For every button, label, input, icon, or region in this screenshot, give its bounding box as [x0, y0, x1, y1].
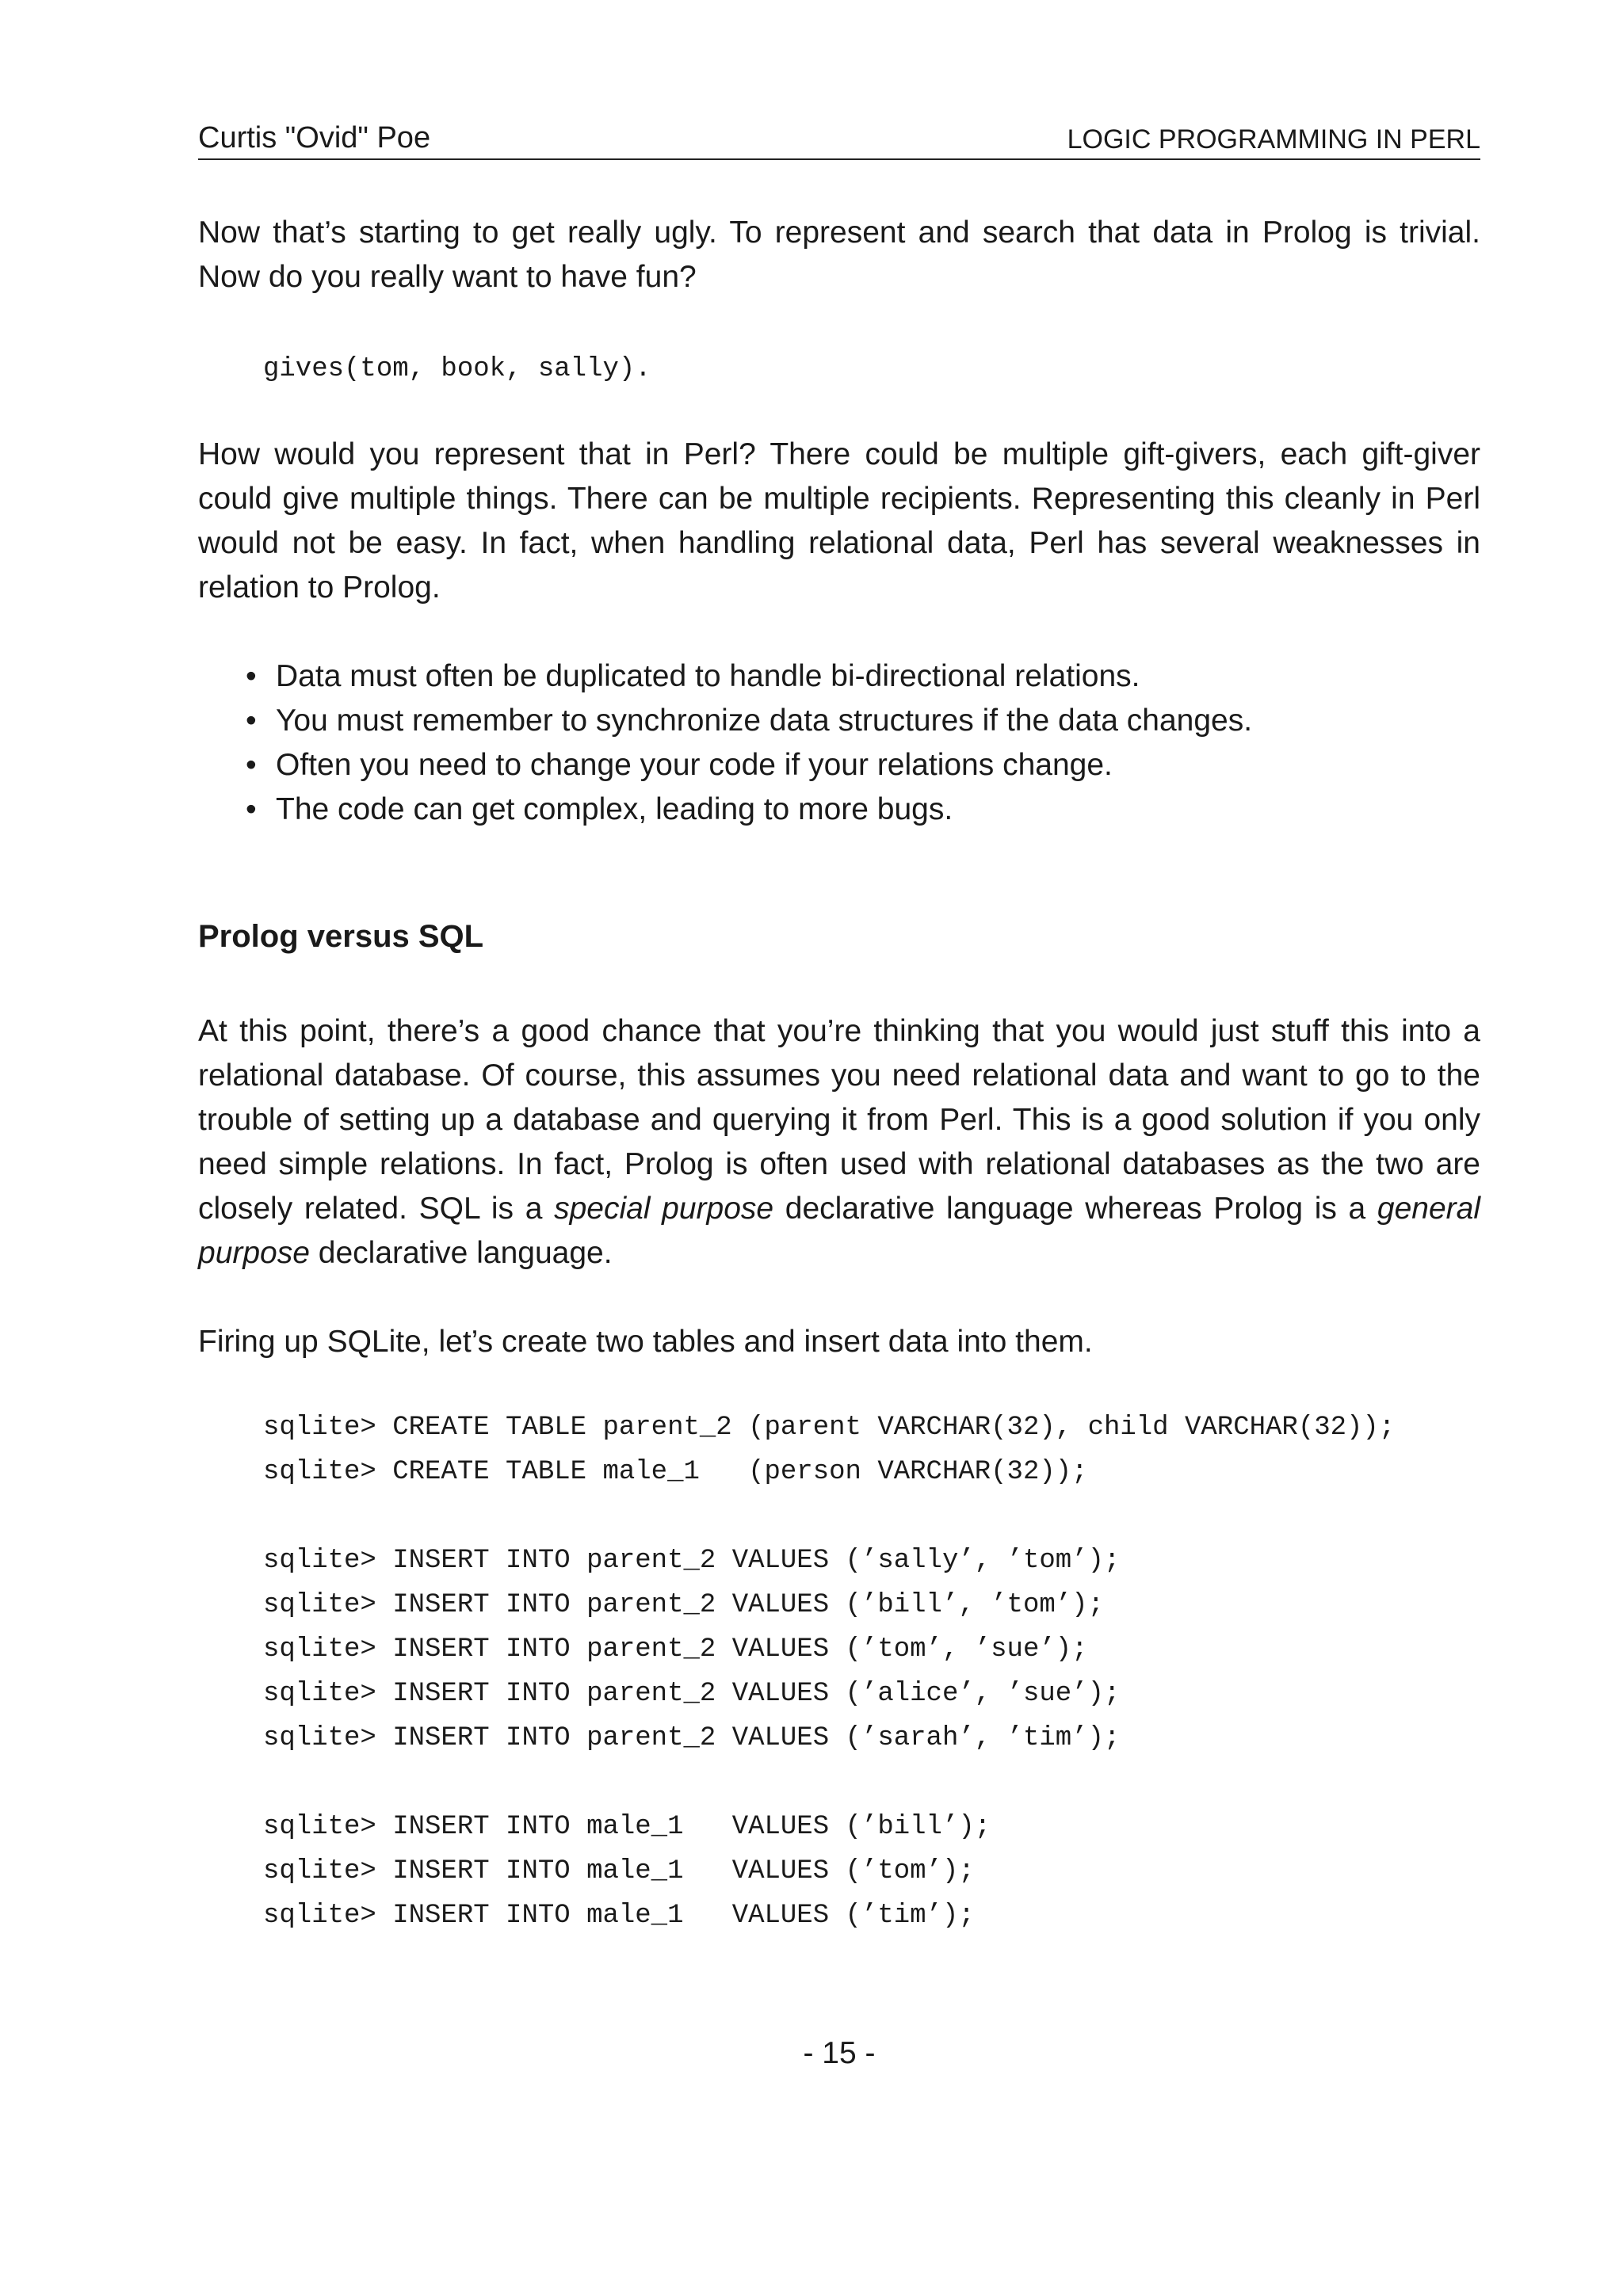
sqlite-intro: Firing up SQLite, let’s create two tables and insert data into them. — [198, 1325, 1093, 1359]
bullet-icon: • — [246, 792, 257, 826]
emphasis-general-purpose: general purpose — [198, 1192, 1481, 1270]
list-item — [246, 654, 1252, 699]
document-page — [198, 0, 1480, 2296]
sql-paragraph-part3: declarative language. — [309, 1236, 613, 1270]
list-item-text: Data must often be duplicated to handle bi-directional relations. — [276, 659, 1140, 693]
intro-paragraph: Now that’s starting to get really ugly. To represent and search that data in Prolog is trivial. Now do you really want to have fun? — [198, 215, 1480, 294]
list-item-text: Often you need to change your code if your relations change. — [276, 748, 1113, 782]
code-gives: gives(tom, book, sally). — [263, 354, 651, 384]
list-item — [246, 699, 1252, 743]
sql-paragraph-part1: At this point, there’s a good chance that you’re thinking that you would just stuff this into a relational database. Of course, this assumes you need relational data and want to go to the trouble of setting up a database and querying it from Perl. This is a good solution if you only need simple relations. In fact, Prolog is often used with relational databases as the two are closely related. SQL is a — [198, 1014, 1480, 1226]
list-item — [246, 788, 1252, 832]
sql-code-block: sqlite> CREATE TABLE parent_2 (parent VARCHAR(32), child VARCHAR(32)); sqlite> CREATE TABLE male_1 (person VARCHAR(32)); sqlite> INSERT INTO parent_2 VALUES (’sally’, ’tom’); sqlite> INSERT INTO parent_2 VALUES (’bill’, ’tom’); sqlite> INSERT INTO parent_2 VALUES (’tom’, ’sue’); sqlite> INSERT INTO parent_2 VALUES (’alice’, ’sue’); sqlite> INSERT INTO parent_2 VALUES (’sarah’, ’tim’); sqlite> INSERT INTO male_1 VALUES (’bill’); sqlite> INSERT INTO male_1 VALUES (’tom’); sqlite> INSERT INTO male_1 VALUES (’tim’); — [263, 1413, 1396, 1931]
bullet-icon: • — [246, 659, 257, 693]
perl-paragraph-block — [198, 433, 1480, 610]
list-item — [246, 743, 1252, 788]
list-item-text: You must remember to synchronize data structures if the data changes. — [276, 704, 1253, 738]
sql-paragraph — [198, 1009, 1480, 1276]
header-title: LOGIC PROGRAMMING IN PERL — [1067, 124, 1480, 154]
running-header — [198, 117, 1480, 160]
page-number: - 15 - — [803, 2036, 876, 2070]
bullet-icon: • — [246, 748, 257, 782]
bullet-icon: • — [246, 704, 257, 738]
sql-paragraph-block — [198, 1009, 1480, 1276]
list-item-text: The code can get complex, leading to more bugs. — [276, 792, 953, 826]
section-heading: Prolog versus SQL — [198, 919, 484, 954]
sql-paragraph-part2: declarative language whereas Prolog is a — [773, 1192, 1377, 1226]
emphasis-special-purpose: special purpose — [554, 1192, 774, 1226]
perl-paragraph: How would you represent that in Perl? There could be multiple gift-givers, each gift-giver could give multiple things. There can be multiple recipients. Representing this cleanly in Perl would not be easy. In fact, when handling relational data, Perl has several weaknesses in relation to Prolog. — [198, 437, 1480, 605]
intro-paragraph-block — [198, 211, 1480, 299]
weaknesses-list — [246, 654, 1252, 832]
header-author: Curtis "Ovid" Poe — [198, 121, 431, 154]
sqlite-intro-block — [198, 1320, 1480, 1364]
